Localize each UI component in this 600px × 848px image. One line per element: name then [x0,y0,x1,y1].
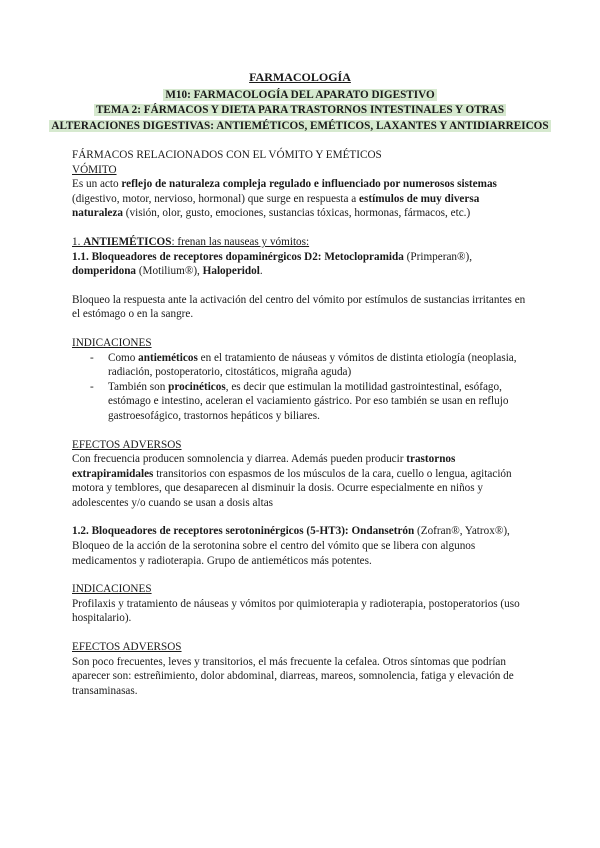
efectos-adversos-label-2: EFECTOS ADVERSOS [72,641,182,654]
vomito-paragraph: Es un acto reflejo de naturaleza compleja regulado e influenciado por numerosos sistemas (digestivo, motor, nervioso, hormonal) que surge en respuesta a estímulos de muy diversa naturaleza (visión, olor, gusto, emociones, sustancias tóxicas, hormonas, fármacos, etc.) [72,178,497,220]
subsection-1-1: 1.1. Bloqueadores de receptores dopaminérgicos D2: Metoclopramida (Primperan®), domperidona (Motilium®), Haloperidol. [72,250,473,278]
document-header [0,70,600,134]
list-item: - También son procinéticos, es decir que estimulan la motilidad gastrointestinal, esófago, estómago e intestino, aceleran el vaciamiento gástrico. Por eso también se usan en reflujo gastroesofágico, trastornos hepáticos y biliares. [108,380,532,424]
subsection-1-2: 1.2. Bloqueadores de receptores serotoninérgicos (5-HT3): Ondansetrón (Zofran®, Yatrox®), Bloqueo de la acción de la serotonina sobre el centro del vómito que se libera con algunos medicamentos y radioterapia. Grupo de antieméticos más potentes. [72,525,510,567]
antiemeticos-heading: 1. ANTIEMÉTICOS: frenan las nauseas y vómitos: [72,235,310,248]
document-title: FARMACOLOGÍA [249,70,351,84]
vomito-label: VÓMITO [72,163,117,176]
efectos-adversos-paragraph: Con frecuencia producen somnolencia y diarrea. Además pueden producir trastornos extrapiramidales transitorios con espasmos de los músculos de la cara, cuello o lengua, agitación motora y temblores, que desaparecen al disminuir la dosis. Ocurre especialmente en niños y adolescentes y/o cuando se usan a dosis altas [72,453,512,509]
topic-title-line1: TEMA 2: FÁRMACOS Y DIETA PARA TRASTORNOS INTESTINALES Y OTRAS [95,104,505,116]
topic-title-line2: ALTERACIONES DIGESTIVAS: ANTIEMÉTICOS, EMÉTICOS, LAXANTES Y ANTIDIARREICOS [51,119,549,132]
document-body [72,148,532,698]
indicaciones-label-2: INDICACIONES [72,583,152,596]
list-item: - Como antieméticos en el tratamiento de náuseas y vómitos de distinta etiología (neoplasia, radiación, postoperatorio, citostáticos, migraña aguda) [108,351,532,380]
indicaciones-paragraph-2: Profilaxis y tratamiento de náuseas y vómitos por quimioterapia y radioterapia, postoperatorios (uso hospitalario). [72,597,520,625]
efectos-adversos-paragraph-2: Son poco frecuentes, leves y transitorios, el más frecuente la cefalea. Otros síntomas que podrían aparecer son: estreñimiento, dolor abdominal, diarreas, mareos, somnolencia, fatiga y elevación de transaminasas. [72,655,514,697]
indicaciones-list [72,351,532,424]
section-title: FÁRMACOS RELACIONADOS CON EL VÓMITO Y EMÉTICOS [72,149,382,161]
subsection-1-1-description: Bloqueo la respuesta ante la activación del centro del vómito por estímulos de sustancias irritantes en el estómago o en la sangre. [72,293,526,321]
indicaciones-label: INDICACIONES [72,336,152,349]
module-title: M10: FARMACOLOGÍA DEL APARATO DIGESTIVO [165,88,435,101]
efectos-adversos-label: EFECTOS ADVERSOS [72,438,182,451]
